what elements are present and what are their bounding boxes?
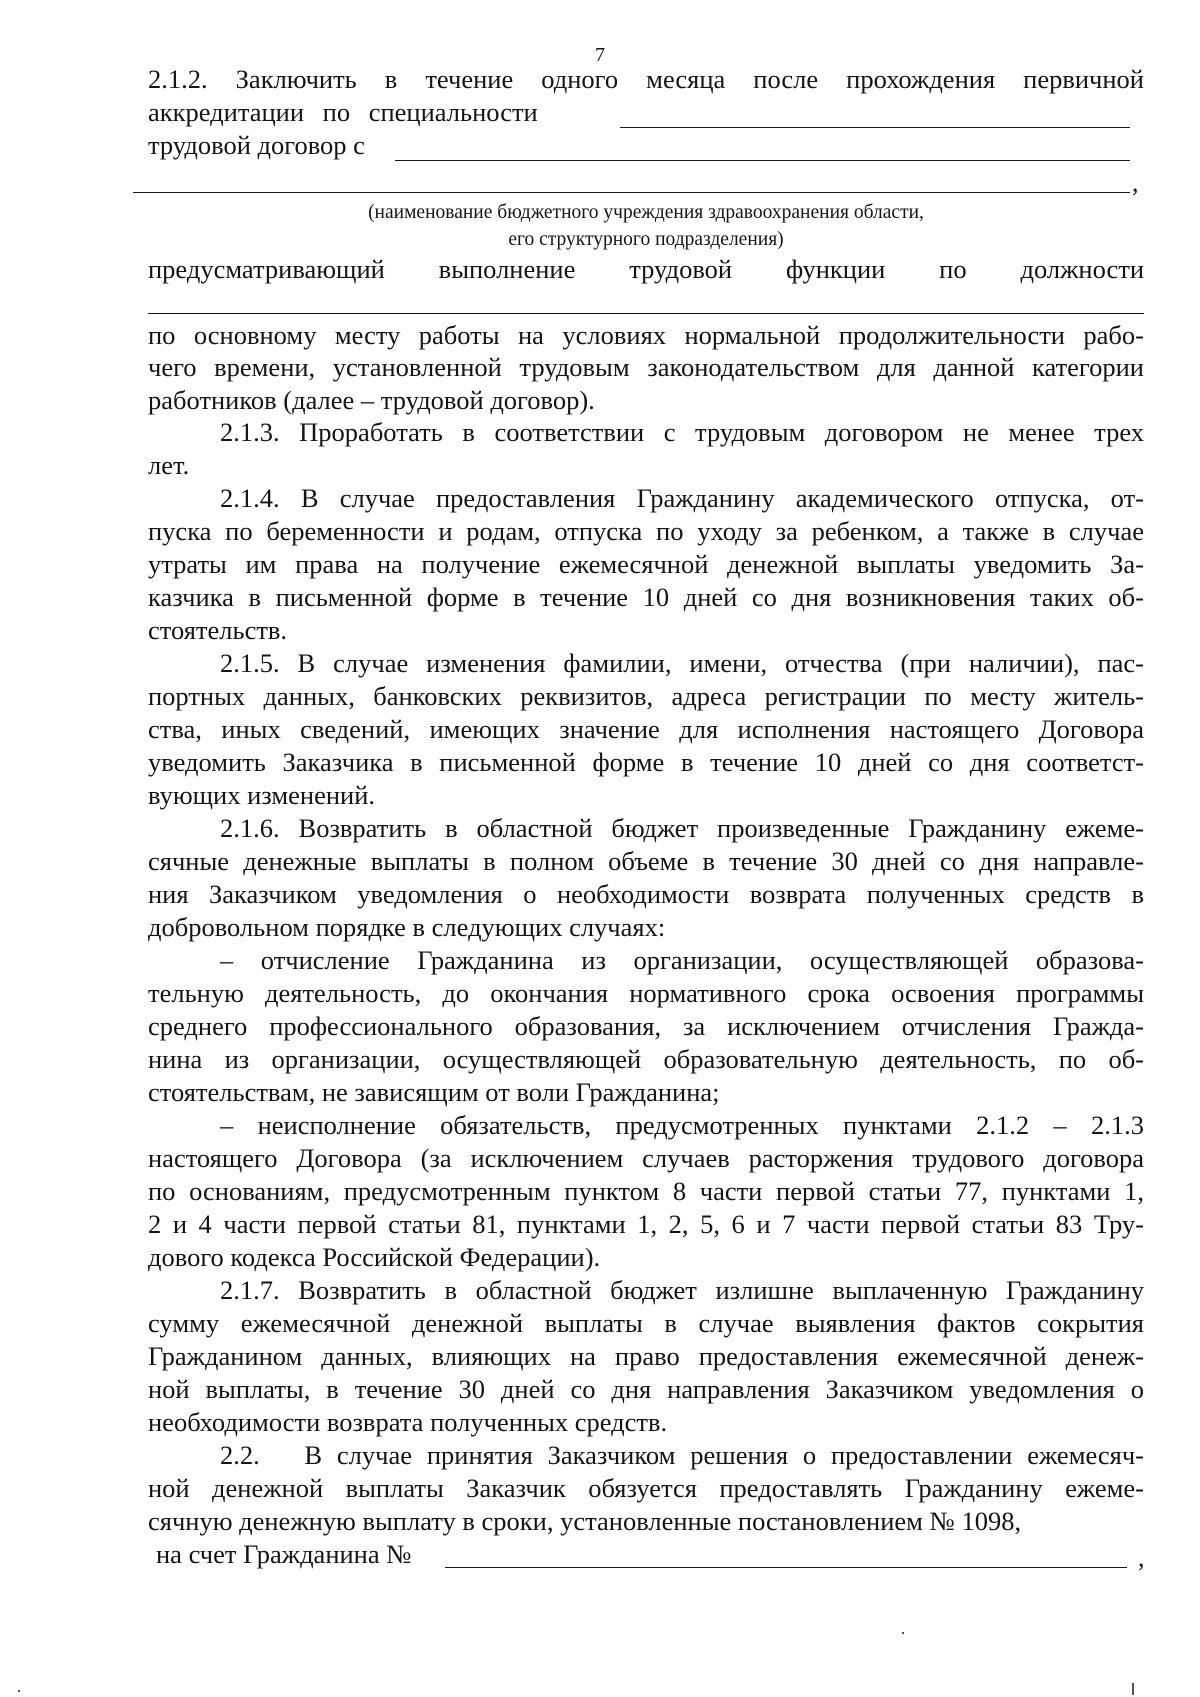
specialty-blank-line[interactable] [620, 127, 1130, 128]
clause-2-1-2-line-2 [148, 97, 1144, 128]
page-number: 7 [595, 44, 605, 66]
clause-2-2-line-1: 2.2. В случае принятия Заказчиком решения о предоставлении ежемесяч- [220, 1440, 1144, 1470]
comma-mark-2: , [1138, 1543, 1145, 1572]
clause-2-1-4-line-1: 2.1.4. В случае предоставления Гражданину академического отпуска, от- [220, 483, 1144, 513]
clause-2-1-4-line-5: стоятельств. [148, 615, 288, 645]
clause-2-1-6-bullet-2-line-2: настоящего Договора (за исключением случаев расторжения трудового договора [148, 1143, 1144, 1173]
clause-2-1-6-bullet-2-line-4: 2 и 4 части первой статьи 81, пунктами 1, 2, 5, 6 и 7 части первой статьи 83 Тру- [148, 1209, 1144, 1239]
clause-2-1-6-bullet-2-line-1: – неисполнение обязательств, предусмотренных пунктами 2.1.2 – 2.1.3 [220, 1110, 1144, 1140]
specialty-label: аккредитации по специальности [148, 97, 538, 127]
clause-2-1-6-bullet-2-line-5: дового кодекса Российской Федерации). [148, 1242, 601, 1272]
clause-2-1-4-line-2: пуска по беременности и родам, отпуска по уходу за ребенком, а также в случае [148, 516, 1144, 546]
scan-mark [1132, 1683, 1134, 1695]
clause-2-1-5-line-4: уведомить Заказчика в письменной форме в течение 10 дней со дня соответст- [148, 747, 1144, 777]
clause-2-2-line-2: ной денежной выплаты Заказчик обязуется предоставлять Гражданину ежеме- [148, 1473, 1144, 1503]
clause-2-1-7-line-4: ной выплаты, в течение 30 дней со дня направления Заказчиком уведомления о [148, 1374, 1144, 1404]
clause-2-1-2-cont-line-4: работников (далее – трудовой договор). [148, 385, 595, 415]
clause-2-1-2-cont-line-1: предусматривающий выполнение трудовой функции по должности [148, 254, 1144, 284]
clause-2-1-6-bullet-2-line-3: по основаниям, предусмотренным пунктом 8 части первой статьи 77, пунктами 1, [148, 1176, 1144, 1206]
scan-speck-2 [18, 1690, 20, 1692]
comma-mark: , [1132, 168, 1139, 197]
clause-2-1-6-bullet-1-line-4: нина из организации, осуществляющей образовательную деятельность, по об- [148, 1044, 1144, 1074]
clause-2-1-6-bullet-1-line-5: стоятельствам, не зависящим от воли Гражданина; [148, 1077, 720, 1107]
clause-2-1-3-line-1: 2.1.3. Проработать в соответствии с трудовым договором не менее трех [220, 417, 1144, 447]
clause-2-1-5-line-2: портных данных, банковских реквизитов, адреса регистрации по месту житель- [148, 681, 1144, 711]
clause-2-1-6-line-1: 2.1.6. Возвратить в областной бюджет произведенные Гражданину ежеме- [220, 813, 1144, 843]
position-blank-line[interactable] [148, 313, 1144, 314]
clause-2-1-5-line-5: вующих изменений. [148, 780, 376, 810]
clause-2-1-7-line-5: необходимости возврата полученных средств. [148, 1407, 668, 1437]
clause-2-1-2-cont-line-3: чего времени, установленной трудовым законодательством для данной категории [148, 352, 1144, 382]
caption-line-1: (наименование бюджетного учреждения здравоохранения области, [368, 202, 924, 223]
clause-2-1-7-line-2: сумму ежемесячной денежной выплаты в случае выявления фактов сокрытия [148, 1308, 1144, 1338]
clause-2-1-2-line-1: 2.1.2. Заключить в течение одного месяца после прохождения первичной [148, 64, 1144, 94]
clause-2-1-2-cont-line-2: по основному месту работы на условиях нормальной продолжительности рабо- [148, 320, 1144, 350]
account-number-label: на счет Гражданина № [156, 1539, 412, 1569]
clause-2-1-6-line-3: ния Заказчиком уведомления о необходимости возврата полученных средств в [148, 879, 1144, 909]
clause-2-2-line-4 [156, 1539, 1152, 1570]
clause-2-1-6-line-2: сячные денежные выплаты в полном объеме в течение 30 дней со дня направле- [148, 846, 1144, 876]
clause-2-1-4-line-4: казчика в письменной форме в течение 10 дней со дня возникновения таких об- [148, 582, 1144, 612]
clause-2-1-6-line-4: добровольном порядке в следующих случаях: [148, 912, 666, 942]
contract-with-label: трудовой договор с [148, 130, 365, 160]
account-number-blank-line[interactable] [445, 1567, 1127, 1568]
clause-2-1-6-bullet-1-line-1: – отчисление Гражданина из организации, осуществляющей образова- [220, 945, 1144, 975]
clause-2-1-7-line-1: 2.1.7. Возвратить в областной бюджет излишне выплаченную Гражданину [220, 1275, 1144, 1305]
clause-2-1-7-line-3: Гражданином данных, влияющих на право предоставления ежемесячной денеж- [148, 1341, 1144, 1371]
clause-2-1-2-line-3 [148, 130, 1144, 161]
caption-line-2: его структурного подразделения) [508, 229, 784, 250]
clause-2-1-4-line-3: утраты им права на получение ежемесячной денежной выплаты уведомить За- [148, 549, 1144, 579]
clause-2-1-6-bullet-1-line-3: среднего профессионального образования, за исключением отчисления Гражда- [148, 1011, 1144, 1041]
clause-2-1-5-line-1: 2.1.5. В случае изменения фамилии, имени, отчества (при наличии), пас- [220, 648, 1144, 678]
scan-speck [902, 1632, 904, 1634]
employer-blank-line-2[interactable] [133, 192, 1130, 193]
employer-blank-line-1[interactable] [395, 160, 1130, 161]
clause-2-1-3-line-2: лет. [148, 450, 190, 480]
clause-2-1-6-bullet-1-line-2: тельную деятельность, до окончания нормативного срока освоения программы [148, 978, 1144, 1008]
clause-2-2-line-3: сячную денежную выплату в сроки, установленные постановлением № 1098, [148, 1506, 1022, 1536]
clause-2-1-5-line-3: ства, иных сведений, имеющих значение для исполнения настоящего Договора [148, 714, 1144, 744]
